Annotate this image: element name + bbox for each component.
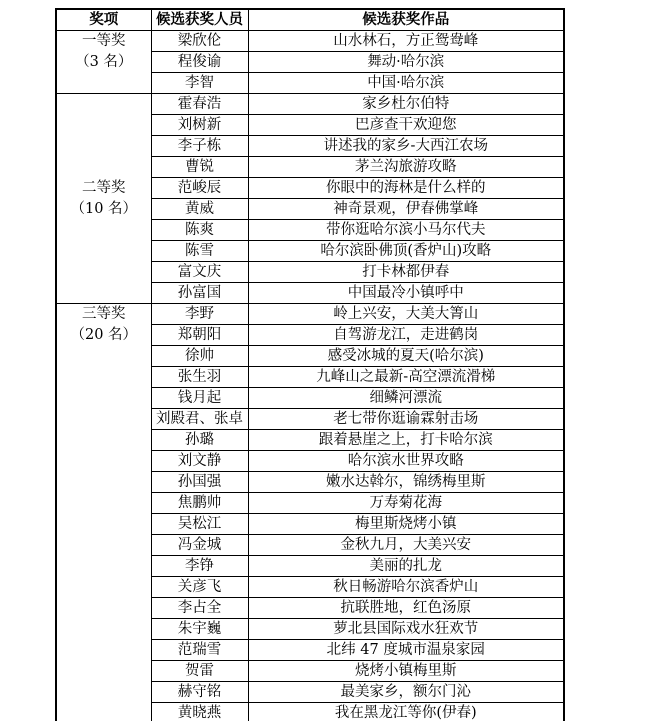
work-title-cell: 细鳞河漂流	[248, 388, 564, 409]
winner-name-cell: 范峻辰	[151, 178, 248, 199]
work-title-cell: 岭上兴安，大美大箐山	[248, 304, 564, 325]
work-title-cell: 你眼中的海林是什么样的	[248, 178, 564, 199]
winner-name-cell: 刘树新	[151, 115, 248, 136]
work-title-cell: 金秋九月，大美兴安	[248, 535, 564, 556]
header-cell-award: 奖项	[56, 9, 151, 31]
work-title-cell: 老七带你逛谕霖射击场	[248, 409, 564, 430]
winner-name-cell: 冯金城	[151, 535, 248, 556]
winner-name-cell: 孙璐	[151, 430, 248, 451]
winner-name-cell: 郑朝阳	[151, 325, 248, 346]
winner-name-cell: 刘殿君、张卓	[151, 409, 248, 430]
winner-name-cell: 吴松江	[151, 514, 248, 535]
work-title-cell: 九峰山之最新-高空漂流滑梯	[248, 367, 564, 388]
winner-name-cell: 黄晓燕	[151, 703, 248, 721]
winner-name-cell: 李占全	[151, 598, 248, 619]
work-title-cell: 哈尔滨水世界攻略	[248, 451, 564, 472]
header-cell-winner: 候选获奖人员	[151, 9, 248, 31]
winner-name-cell: 程俊谕	[151, 52, 248, 73]
winner-name-cell: 黄威	[151, 199, 248, 220]
award-cell	[56, 94, 151, 304]
winner-name-cell: 孙国强	[151, 472, 248, 493]
work-title-cell: 哈尔滨卧佛顶(香炉山)攻略	[248, 241, 564, 262]
award-count: （3 名）	[75, 53, 133, 70]
winner-name-cell: 霍春浩	[151, 94, 248, 115]
work-title-cell: 中国·哈尔滨	[248, 73, 564, 94]
award-count: （20 名）	[70, 326, 138, 343]
winner-name-cell: 富文庆	[151, 262, 248, 283]
winner-name-cell: 梁欣伦	[151, 31, 248, 52]
work-title-cell: 巴彦查干欢迎您	[248, 115, 564, 136]
header-cell-work: 候选获奖作品	[248, 9, 564, 31]
winner-name-cell: 李铮	[151, 556, 248, 577]
awards-table	[55, 8, 565, 721]
award-count: （10 名）	[70, 200, 138, 217]
work-title-cell: 抗联胜地，红色汤原	[248, 598, 564, 619]
award-label: 三等奖	[82, 306, 126, 322]
winner-name-cell: 李智	[151, 73, 248, 94]
work-title-cell: 跟着悬崖之上，打卡哈尔滨	[248, 430, 564, 451]
header-row	[56, 9, 564, 31]
work-title-cell: 自驾游龙江，走进鹤岗	[248, 325, 564, 346]
work-title-cell: 打卡林都伊春	[248, 262, 564, 283]
winner-name-cell: 贺雷	[151, 661, 248, 682]
work-title-cell: 舞动·哈尔滨	[248, 52, 564, 73]
winner-name-cell: 李野	[151, 304, 248, 325]
work-title-cell: 感受冰城的夏天(哈尔滨)	[248, 346, 564, 367]
winner-name-cell: 赫守铭	[151, 682, 248, 703]
winner-name-cell: 关彦飞	[151, 577, 248, 598]
work-title-cell: 北纬 47 度城市温泉家园	[248, 640, 564, 661]
table-row	[56, 31, 564, 52]
work-title-cell: 茅兰沟旅游攻略	[248, 157, 564, 178]
winner-name-cell: 钱月起	[151, 388, 248, 409]
table-row	[56, 304, 564, 325]
award-label: 二等奖	[82, 180, 126, 196]
work-title-cell: 我在黑龙江等你(伊春)	[248, 703, 564, 721]
work-title-cell: 美丽的扎龙	[248, 556, 564, 577]
work-title-cell: 带你逛哈尔滨小马尔代夫	[248, 220, 564, 241]
work-title-cell: 神奇景观，伊春佛掌峰	[248, 199, 564, 220]
winner-name-cell: 徐帅	[151, 346, 248, 367]
work-title-cell: 讲述我的家乡-大西江农场	[248, 136, 564, 157]
table-row	[56, 94, 564, 115]
work-title-cell: 梅里斯烧烤小镇	[248, 514, 564, 535]
work-title-cell: 烧烤小镇梅里斯	[248, 661, 564, 682]
work-title-cell: 万寿菊花海	[248, 493, 564, 514]
winner-name-cell: 范瑞雪	[151, 640, 248, 661]
winner-name-cell: 焦鹏帅	[151, 493, 248, 514]
work-title-cell: 山水林石，方正鸳鸯峰	[248, 31, 564, 52]
winner-name-cell: 陈爽	[151, 220, 248, 241]
award-cell	[56, 304, 151, 721]
winner-name-cell: 曹锐	[151, 157, 248, 178]
work-title-cell: 中国最冷小镇呼中	[248, 283, 564, 304]
award-label: 一等奖	[82, 33, 126, 49]
work-title-cell: 秋日畅游哈尔滨香炉山	[248, 577, 564, 598]
work-title-cell: 嫩水达斡尔，锦绣梅里斯	[248, 472, 564, 493]
work-title-cell: 家乡杜尔伯特	[248, 94, 564, 115]
winner-name-cell: 刘文静	[151, 451, 248, 472]
work-title-cell: 最美家乡，额尔门沁	[248, 682, 564, 703]
work-title-cell: 萝北县国际戏水狂欢节	[248, 619, 564, 640]
winner-name-cell: 孙富国	[151, 283, 248, 304]
winner-name-cell: 陈雪	[151, 241, 248, 262]
winner-name-cell: 张生羽	[151, 367, 248, 388]
winner-name-cell: 朱宇巍	[151, 619, 248, 640]
award-cell	[56, 31, 151, 94]
awards-table-body	[56, 31, 564, 721]
winner-name-cell: 李子栋	[151, 136, 248, 157]
